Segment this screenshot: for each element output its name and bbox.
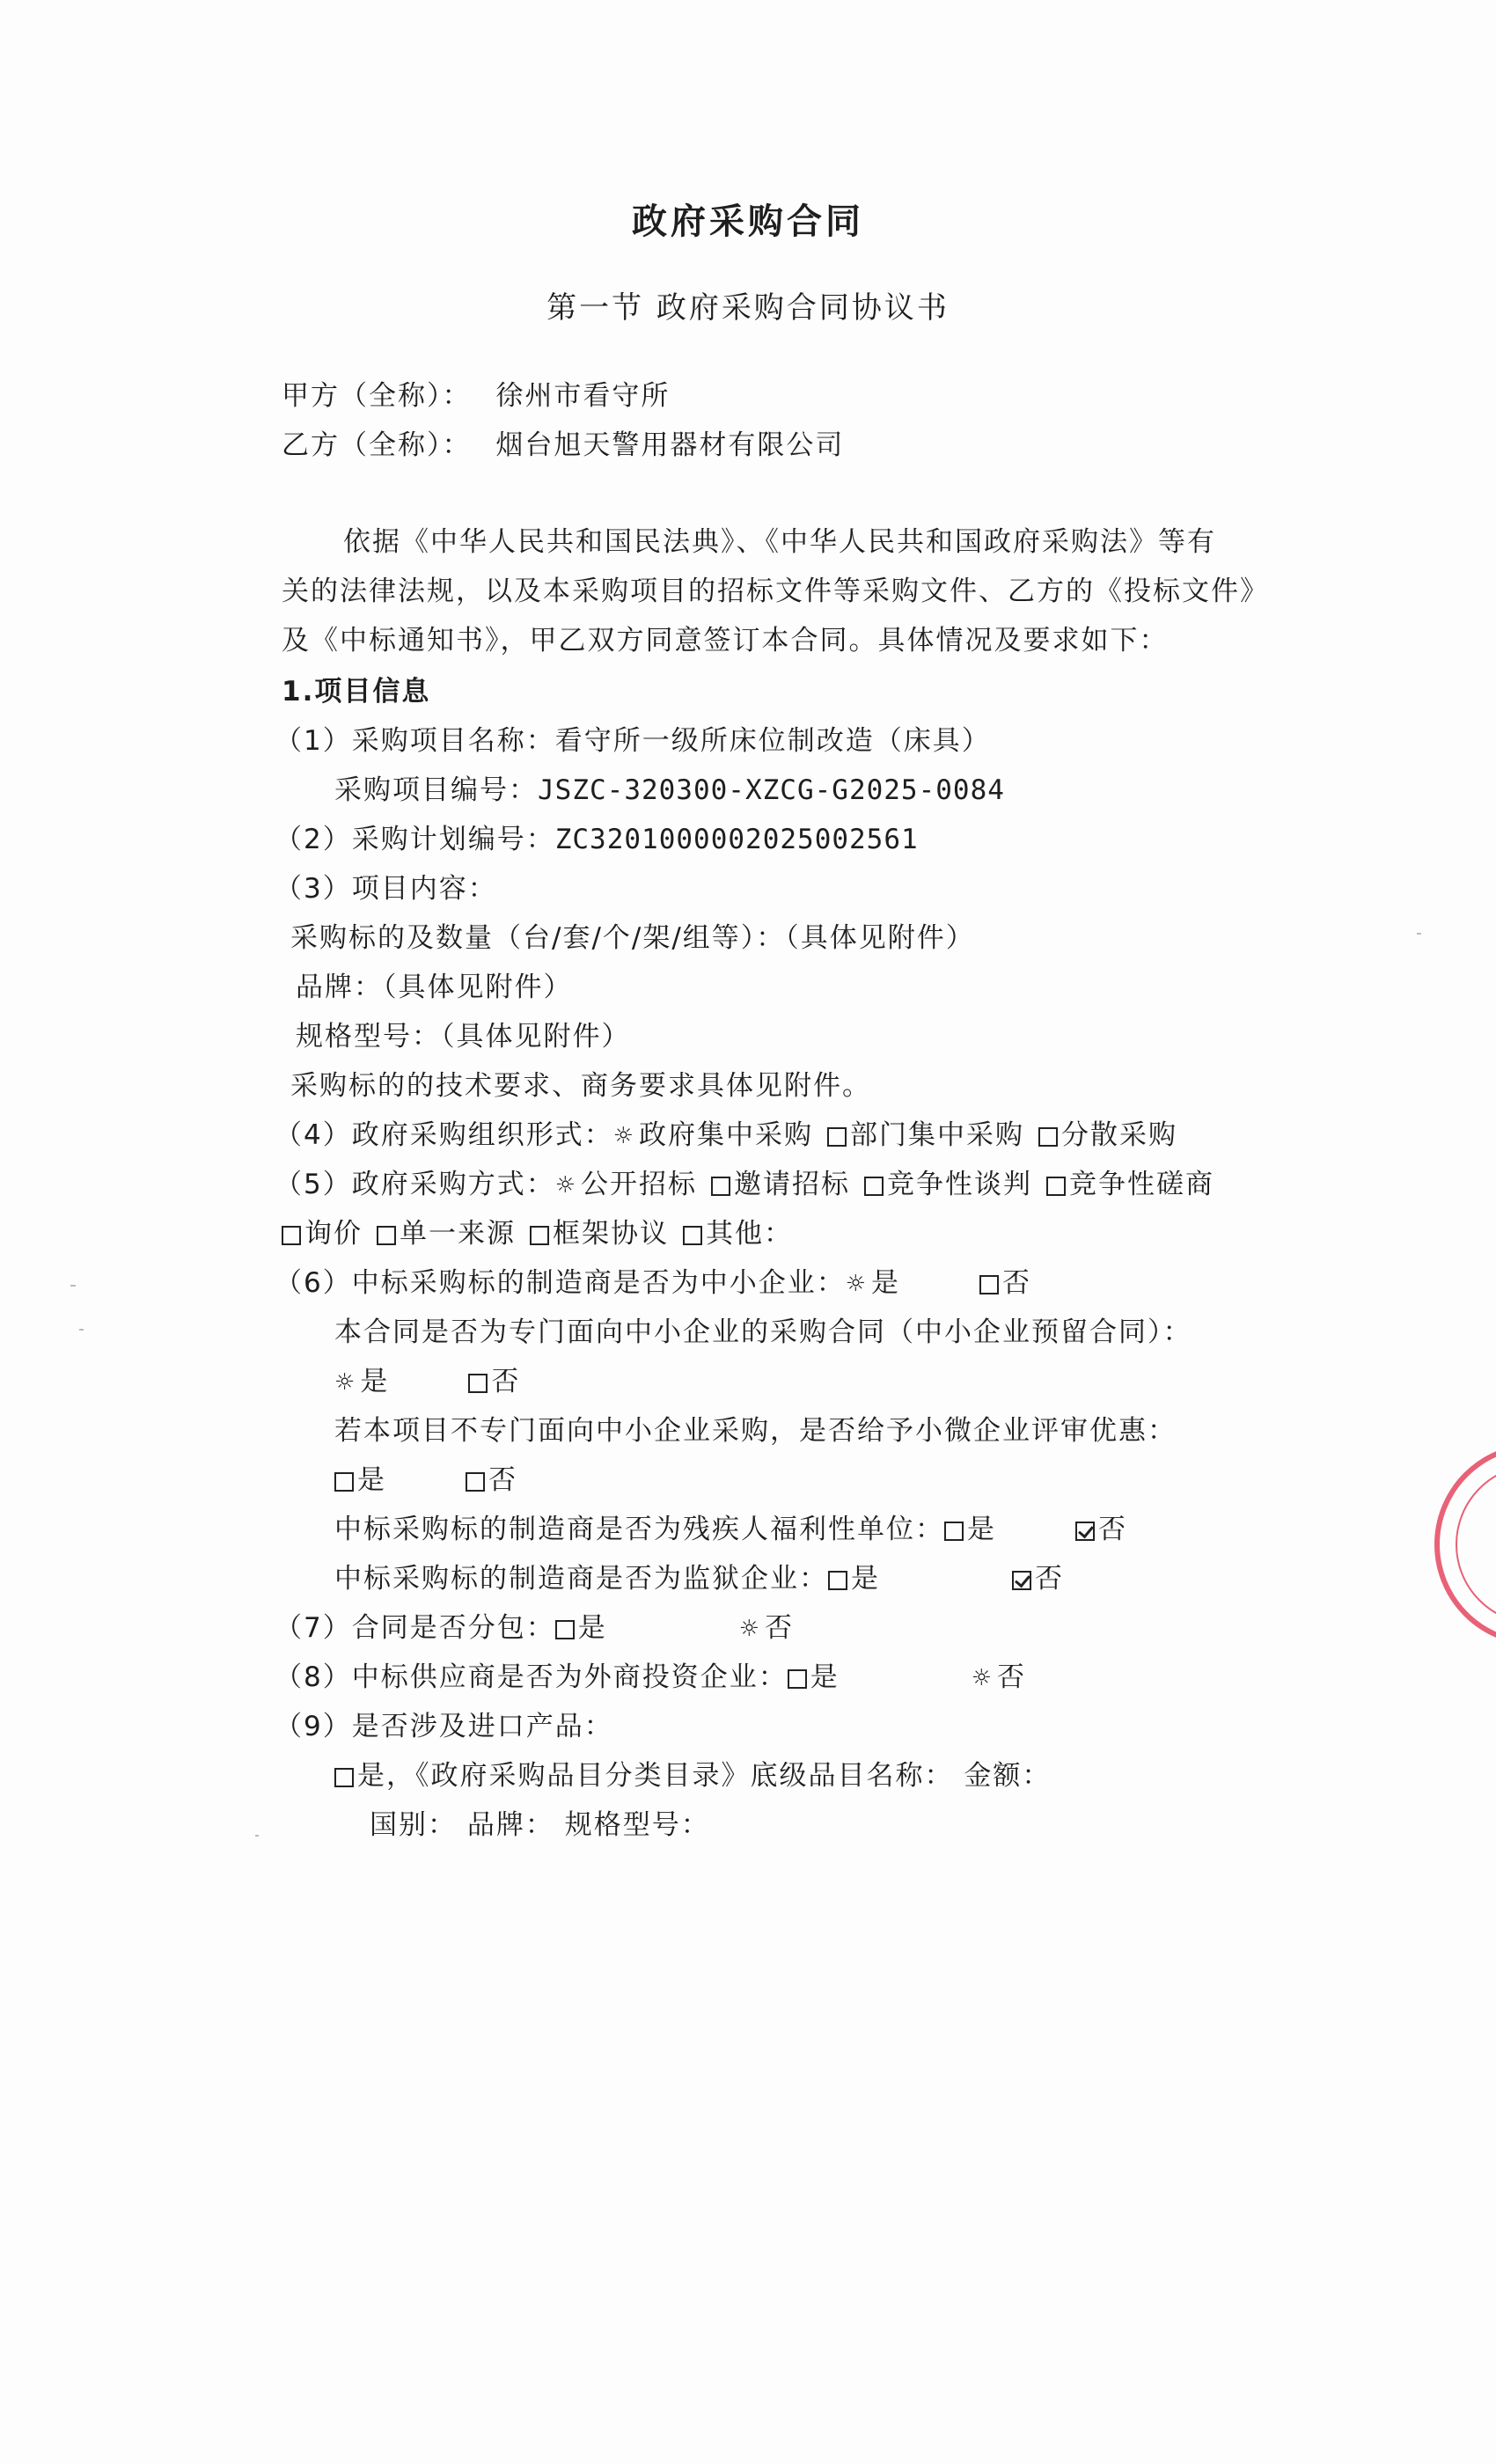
item5-option-2: 邀请招标 (711, 1167, 850, 1202)
checkbox-icon (1038, 1127, 1058, 1147)
item8-yes: 是 (788, 1660, 840, 1695)
selected-mark-icon: ☼ (612, 1123, 636, 1149)
item9-line-2: 国别： 品牌： 规格型号： (370, 1809, 710, 1841)
item1-code-label: 采购项目编号： (334, 774, 538, 806)
item5-line-2 (282, 1216, 793, 1251)
selected-mark-icon: ☼ (334, 1369, 357, 1396)
party-b-line (282, 428, 844, 463)
checkbox-icon (334, 1768, 354, 1787)
item7-label: （7）合同是否分包： (275, 1612, 555, 1644)
checkbox-icon (1046, 1177, 1066, 1196)
selected-mark-icon: ☼ (845, 1271, 869, 1297)
item7-line (275, 1610, 794, 1646)
item5-option-1: ☼ 公开招标 (555, 1167, 697, 1203)
item5-option-4: 竞争性磋商 (1046, 1167, 1214, 1202)
checkbox-icon (530, 1226, 549, 1245)
item4-option-2: 部门集中采购 (827, 1118, 1024, 1153)
official-seal (1434, 1443, 1496, 1646)
item2-label: （2）采购计划编号： (275, 824, 555, 855)
item8-label: （8）中标供应商是否为外商投资企业： (275, 1661, 788, 1693)
item8-line (275, 1660, 1026, 1696)
item6-q4-yes: 是 (944, 1512, 996, 1547)
item4-line (275, 1118, 1177, 1154)
item3-spec: 规格型号：（具体见附件） (296, 1021, 631, 1052)
checkbox-icon (944, 1522, 964, 1541)
document-subtitle: 第一节 政府采购合同协议书 (546, 290, 950, 326)
selected-mark-icon: ☼ (554, 1172, 578, 1199)
scan-speck (1417, 933, 1421, 935)
item6-q2-answers (334, 1364, 520, 1400)
checkbox-icon (788, 1669, 807, 1689)
checkbox-icon (828, 1571, 847, 1590)
party-b-name: 烟台旭天警用器材有限公司 (495, 429, 845, 461)
checkbox-icon (711, 1177, 730, 1196)
item6-q4-line (334, 1512, 1127, 1547)
checkbox-icon (282, 1226, 301, 1245)
item6-q2-yes: ☼ 是 (334, 1364, 389, 1400)
checkbox-icon (979, 1275, 999, 1294)
selected-mark-icon: ☼ (738, 1616, 762, 1642)
checkbox-icon (468, 1374, 488, 1393)
item6-q5-line (334, 1561, 1064, 1596)
item6-q5: 中标采购标的制造商是否为监狱企业： (334, 1563, 828, 1595)
item6-q3-answers (334, 1463, 517, 1498)
checked-checkbox-icon (1075, 1522, 1095, 1541)
item5-option-5: 询价 (282, 1216, 363, 1251)
party-b-label: 乙方（全称）： (282, 429, 472, 461)
party-a-line (282, 378, 670, 414)
item3-brand: 品牌：（具体见附件） (296, 972, 573, 1003)
item6-q2: 本合同是否为专门面向中小企业的采购合同（中小企业预留合同）： (334, 1316, 1192, 1348)
item7-yes: 是 (555, 1610, 607, 1646)
scan-speck (70, 1285, 76, 1287)
party-a-name: 徐州市看守所 (495, 380, 671, 412)
item6-yes: ☼ 是 (846, 1265, 900, 1302)
item5-option-7: 框架协议 (530, 1216, 669, 1251)
item9-label: （9）是否涉及进口产品： (275, 1711, 613, 1742)
checkbox-icon (466, 1472, 485, 1492)
item3-qty: 采购标的及数量（台/套/个/架/组等）：（具体见附件） (290, 922, 975, 954)
checkbox-icon (864, 1177, 884, 1196)
item6-q5-no: 否 (1012, 1561, 1064, 1596)
item8-no: ☼ 否 (972, 1660, 1026, 1696)
checkbox-icon (555, 1620, 575, 1639)
item6-q3-no: 否 (466, 1463, 517, 1498)
item6-q4: 中标采购标的制造商是否为残疾人福利性单位： (334, 1514, 944, 1545)
item5-option-3: 竞争性谈判 (864, 1167, 1032, 1202)
item6-q3-yes: 是 (334, 1463, 386, 1498)
item9-line-1: 是，《政府采购品目分类目录》底级品目名称： 金额： (334, 1758, 1051, 1793)
item4-option-3: 分散采购 (1038, 1118, 1177, 1153)
checkbox-icon (377, 1226, 396, 1245)
intro-line-2: 关的法律法规，以及本采购项目的招标文件等采购文件、乙方的《投标文件》 (282, 576, 1269, 607)
item5-label: （5）政府采购方式： (275, 1169, 555, 1200)
item6-q3: 若本项目不专门面向中小企业采购，是否给予小微企业评审优惠： (334, 1415, 1177, 1447)
item6-q5-yes: 是 (828, 1561, 880, 1596)
document-title: 政府采购合同 (632, 202, 864, 242)
checkbox-icon (827, 1127, 847, 1147)
party-a-label: 甲方（全称）： (282, 380, 472, 412)
checkbox-icon (334, 1472, 354, 1492)
section-heading: 1.项目信息 (282, 676, 431, 708)
item2-line (275, 822, 919, 857)
intro-line-1: 依据《中华人民共和国民法典》、《中华人民共和国政府采购法》等有 (343, 526, 1216, 558)
item2-code: ZC3201000002025002561 (554, 824, 919, 855)
item6-label: （6）中标采购标的制造商是否为中小企业： (275, 1267, 846, 1299)
item3-label: （3）项目内容： (275, 873, 497, 905)
selected-mark-icon: ☼ (971, 1665, 994, 1691)
item5-line (275, 1167, 1214, 1203)
intro-line-3: 及《中标通知书》，甲乙双方同意签订本合同。具体情况及要求如下： (282, 625, 1169, 656)
item6-no: 否 (979, 1265, 1031, 1301)
item3-requirements: 采购标的的技术要求、商务要求具体见附件。 (290, 1070, 871, 1102)
item1-name: （1）采购项目名称：看守所一级所床位制改造（床具） (275, 725, 991, 757)
item5-option-8: 其他： (683, 1216, 793, 1251)
item1-code-line (334, 773, 1005, 808)
item7-no: ☼ 否 (739, 1610, 794, 1646)
item6-q4-no: 否 (1075, 1512, 1127, 1547)
item1-code: JSZC-320300-XZCG-G2025-0084 (538, 774, 1005, 806)
item4-option-1: ☼ 政府集中采购 (613, 1118, 813, 1154)
checked-checkbox-icon (1012, 1571, 1031, 1590)
item5-option-6: 单一来源 (377, 1216, 516, 1251)
item6-q2-no: 否 (468, 1364, 520, 1399)
item6-line (275, 1265, 1031, 1302)
scan-speck (255, 1835, 259, 1837)
scan-speck (79, 1329, 84, 1331)
checkbox-icon (683, 1226, 702, 1245)
item4-label: （4）政府采购组织形式： (275, 1119, 613, 1151)
